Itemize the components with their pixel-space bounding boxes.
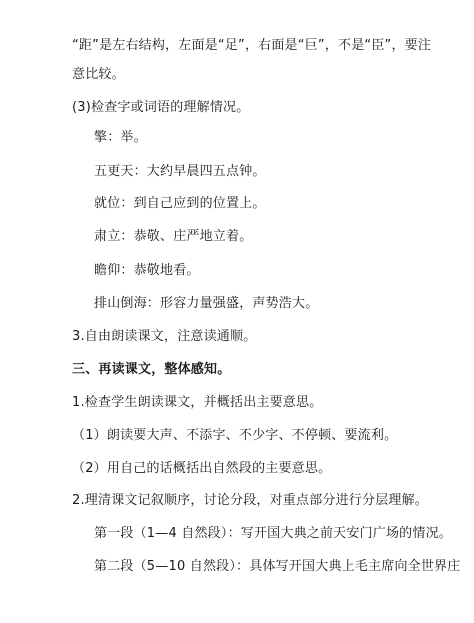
section-item-3-heading: (3)检查字或词语的理解情况。: [72, 100, 250, 115]
step-3-line: 3.自由朗读课文，注意读通顺。: [72, 329, 257, 344]
vocab-item-wugengtian: 五更天：大约早晨四五点钟。: [94, 164, 266, 179]
paragraph-line-2: 意比较。: [72, 67, 125, 82]
vocab-item-qing: 擎：举。: [94, 130, 147, 145]
step-2-line: 2.理清课文记叙顺序，讨论分段，对重点部分进行分层理解。: [72, 493, 429, 508]
paragraph-line-1: “距”是左右结构，左面是“足”，右面是“巨”，不是“臣”，要注: [72, 38, 432, 53]
section-three-heading: 三、再读课文，整体感知。: [72, 362, 231, 377]
section-part-2: 第二段（5—10 自然段）：具体写开国大典上毛主席向全世界庄: [94, 559, 461, 574]
vocab-item-zhanyang: 瞻仰：恭敬地看。: [94, 263, 200, 278]
section-part-1: 第一段（1—4 自然段）：写开国大典之前天安门广场的情况。: [94, 526, 452, 541]
vocab-item-jiuwei: 就位：到自己应到的位置上。: [94, 196, 266, 211]
sub-item-1: （1）朗读要大声、不添字、不少字、不停顿、要流利。: [72, 428, 398, 443]
step-1-line: 1.检查学生朗读课文，并概括出主要意思。: [72, 395, 323, 410]
vocab-item-paishandaohai: 排山倒海：形容力量强盛，声势浩大。: [94, 296, 319, 311]
sub-item-2: （2）用自己的话概括出自然段的主要意思。: [72, 461, 332, 476]
vocab-item-suli: 肃立：恭敬、庄严地立着。: [94, 229, 253, 244]
